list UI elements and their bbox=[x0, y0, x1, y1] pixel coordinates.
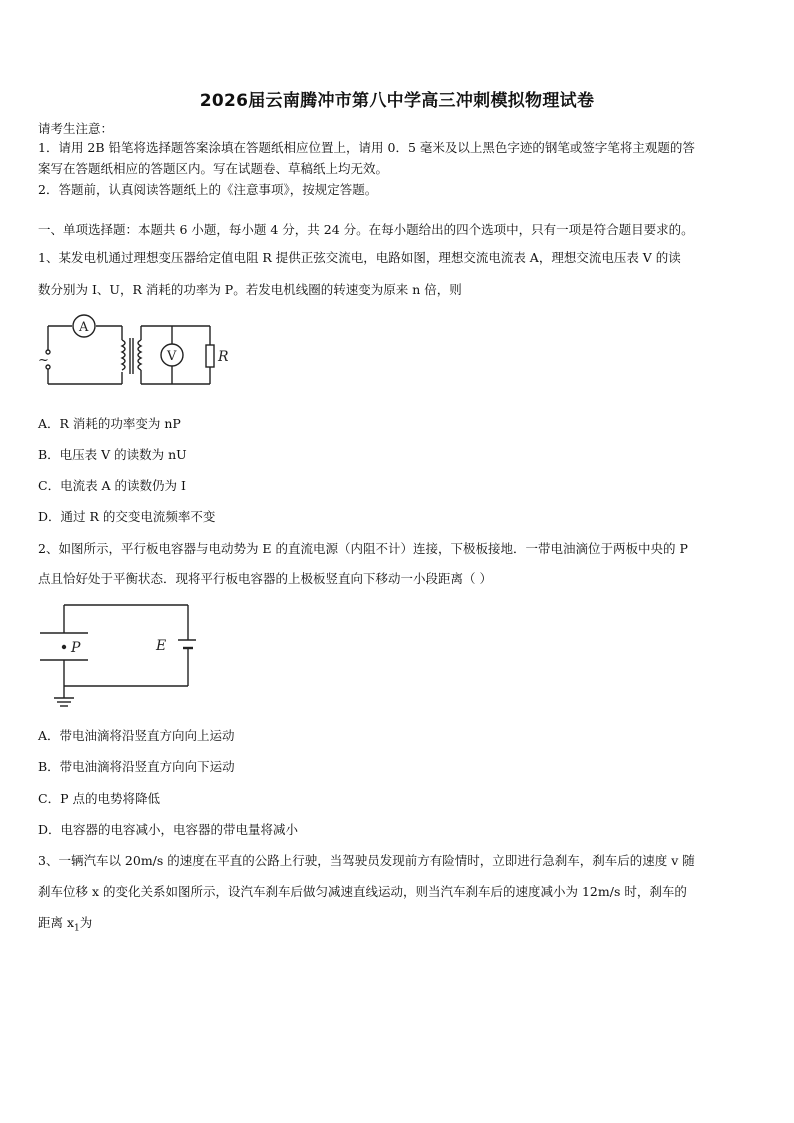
q2-stem-line-2: 点且恰好处于平衡状态．现将平行板电容器的上极板竖直向下移动一小段距离（ ） bbox=[38, 571, 492, 586]
q1-option-b[interactable]: B．电压表 V 的读数为 nU bbox=[38, 447, 187, 462]
q1-stem-line-2: 数分别为 I、U，R 消耗的功率为 P。若发电机线圈的转速变为原来 n 倍，则 bbox=[38, 282, 462, 297]
ammeter-label: A bbox=[79, 320, 89, 335]
emf-label: E bbox=[156, 638, 167, 654]
q2-capacitor-diagram bbox=[36, 600, 196, 712]
notice-item-1: 1．请用 2B 铅笔将选择题答案涂填在答题纸相应位置上，请用 0．5 毫米及以上黑色字迹的钢笔或签字笔将主观题的答 bbox=[38, 140, 695, 155]
notice-item-2: 2．答题前，认真阅读答题纸上的《注意事项》，按规定答题。 bbox=[38, 182, 378, 197]
q1-option-a[interactable]: A．R 消耗的功率变为 nP bbox=[38, 416, 181, 431]
q3-stem-tail: 为 bbox=[79, 915, 93, 930]
section-heading: 一、单项选择题：本题共 6 小题，每小题 4 分，共 24 分。在每小题给出的四个选项中，只有一项是符合题目要求的。 bbox=[38, 222, 694, 237]
q3-stem-line-3 bbox=[38, 914, 760, 938]
ac-source-symbol: ~ bbox=[38, 353, 49, 368]
q2-option-c[interactable]: C．P 点的电势将降低 bbox=[38, 791, 160, 806]
q1-stem-line-1: 1、某发电机通过理想变压器给定值电阻 R 提供正弦交流电，电路如图，理想交流电流表 A，理想交流电压表 V 的读 bbox=[38, 250, 681, 265]
q1-circuit-diagram bbox=[38, 312, 238, 394]
resistor-label: R bbox=[218, 349, 229, 365]
q2-stem-line-1: 2、如图所示，平行板电容器与电动势为 E 的直流电源（内阻不计）连接，下极板接地．一带电油滴位于两板中央的 P bbox=[38, 541, 688, 556]
notice-heading: 请考生注意： bbox=[38, 121, 114, 136]
q2-option-b[interactable]: B．带电油滴将沿竖直方向向下运动 bbox=[38, 759, 235, 774]
point-p-label: P bbox=[71, 640, 81, 656]
page-title: 2026届云南腾冲市第八中学高三冲刺模拟物理试卷 bbox=[199, 91, 595, 111]
q3-stem-line-1: 3、一辆汽车以 20m/s 的速度在平直的公路上行驶，当驾驶员发现前方有险情时，立即进行急刹车，刹车后的速度 v 随 bbox=[38, 853, 695, 868]
voltmeter-label: V bbox=[167, 349, 177, 364]
q2-option-a[interactable]: A．带电油滴将沿竖直方向向上运动 bbox=[38, 728, 235, 743]
q1-option-c[interactable]: C．电流表 A 的读数仍为 I bbox=[38, 478, 186, 493]
q3-stem-subscript: 1 bbox=[74, 923, 80, 934]
q1-option-d[interactable]: D．通过 R 的交变电流频率不变 bbox=[38, 509, 216, 524]
q3-stem-main: 距离 x bbox=[38, 915, 75, 930]
notice-item-1-cont: 案写在答题纸相应的答题区内。写在试题卷、草稿纸上均无效。 bbox=[38, 161, 389, 176]
q2-option-d[interactable]: D．电容器的电容减小，电容器的带电量将减小 bbox=[38, 822, 299, 837]
q3-stem-line-2: 刹车位移 x 的变化关系如图所示，设汽车刹车后做匀减速直线运动，则当汽车刹车后的速度减小为 12m/s 时，刹车的 bbox=[38, 884, 687, 899]
